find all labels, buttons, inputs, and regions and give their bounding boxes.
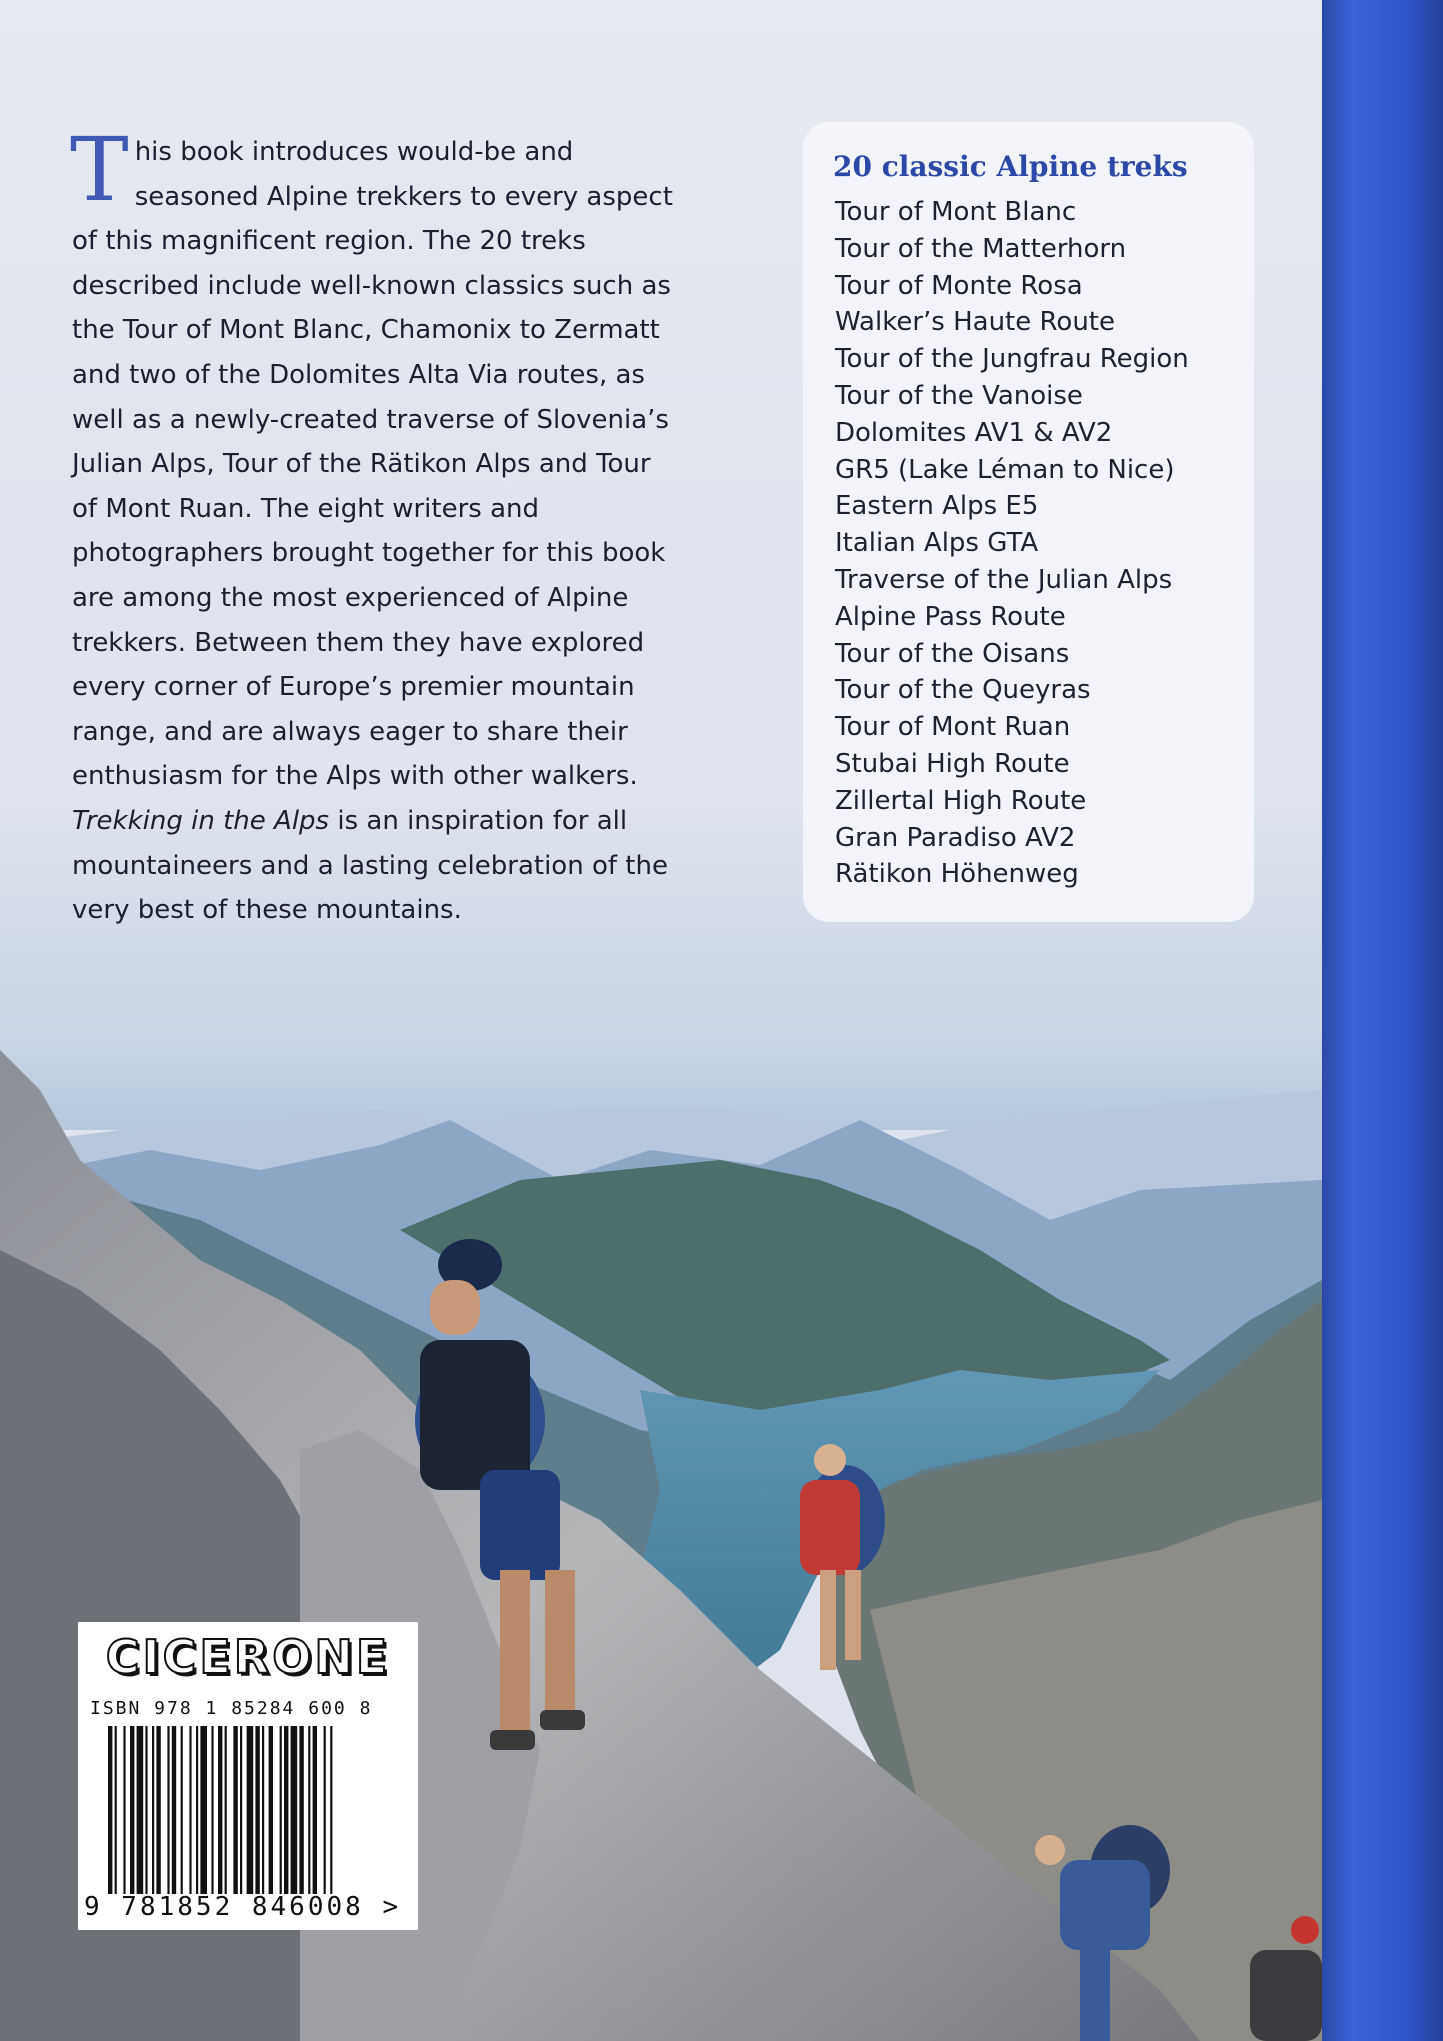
treks-heading: 20 classic Alpine treks bbox=[833, 150, 1188, 183]
trek-item: Rätikon Höhenweg bbox=[835, 859, 1079, 890]
isbn-label: ISBN 978 1 85284 600 8 bbox=[90, 1698, 373, 1719]
book-spine bbox=[1322, 0, 1443, 2041]
trek-item: Tour of the Jungfrau Region bbox=[835, 344, 1189, 375]
blurb-body: his book introduces would-be and seasoned Alpine trekkers to every aspect of this magnificent region. The 20 treks described include well-known classics such as the Tour of Mont Blanc, Chamonix to Zermatt and two of the Dolomites Alta Via routes, as well as a newly-created traverse of Slovenia’s Julian Alps, Tour of the Rätikon Alps and Tour of Mont Ruan. The eight writers and photographers brought together for this book are among the most experienced of Alpine trekkers. Between them they have explored every corner of Europe’s premier mountain range, and are always eager to share their enthusiasm for the Alps with other walkers. bbox=[72, 137, 673, 792]
barcode-digits: 9 781852 846008 > bbox=[84, 1892, 402, 1922]
treks-panel bbox=[803, 122, 1254, 922]
blurb-text bbox=[70, 118, 682, 933]
trek-item: Tour of the Matterhorn bbox=[835, 233, 1127, 264]
blurb-body-end: is an inspiration for all mountaineers and a lasting celebration of the very best of these mountains. bbox=[72, 805, 668, 926]
trek-item: Gran Paradiso AV2 bbox=[835, 822, 1076, 853]
trek-item: Zillertal High Route bbox=[835, 785, 1087, 816]
trek-item: Eastern Alps E5 bbox=[835, 491, 1039, 522]
trek-item: Alpine Pass Route bbox=[835, 601, 1066, 632]
cicerone-logo: CICERONE bbox=[105, 1630, 391, 1684]
trek-item: Stubai High Route bbox=[835, 748, 1070, 779]
trek-item: Italian Alps GTA bbox=[835, 528, 1039, 559]
drop-cap: T bbox=[70, 118, 129, 221]
barcode-bars bbox=[108, 1726, 404, 1894]
trek-item: GR5 (Lake Léman to Nice) bbox=[835, 454, 1175, 485]
barcode-box bbox=[78, 1622, 418, 1930]
book-title-italic: Trekking in the Alps bbox=[72, 805, 330, 836]
trek-item: Tour of Monte Rosa bbox=[835, 270, 1083, 301]
trek-item: Walker’s Haute Route bbox=[835, 307, 1115, 338]
trek-item: Tour of Mont Blanc bbox=[835, 197, 1077, 227]
trek-item: Traverse of the Julian Alps bbox=[835, 564, 1173, 595]
trek-item: Tour of the Vanoise bbox=[835, 380, 1083, 411]
treks-list bbox=[835, 194, 1189, 893]
trek-item: Dolomites AV1 & AV2 bbox=[835, 417, 1113, 448]
trek-item: Tour of Mont Ruan bbox=[835, 712, 1071, 743]
trek-item: Tour of the Queyras bbox=[835, 675, 1091, 706]
trek-item: Tour of the Oisans bbox=[835, 638, 1070, 669]
